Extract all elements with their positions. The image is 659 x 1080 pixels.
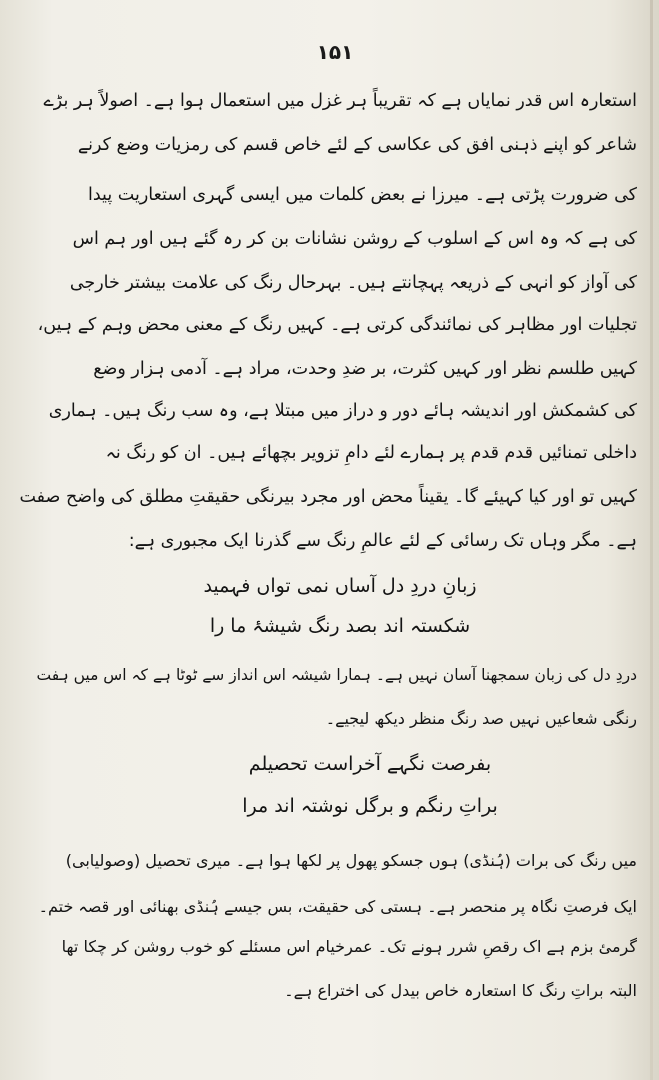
- text-line: دردِ دل کی زبان سمجھنا آسان نہیں ہے۔ ہمارا شیشہ اس انداز سے ٹوٹا ہے کہ اس میں ہفت: [36, 666, 637, 684]
- verse-line: بفرصت نگہے آخراست تحصیلم: [248, 753, 492, 775]
- text-line: شاعر کو اپنے ذہنی افق کی عکاسی کے لئے خاص قسم کی رمزیات وضع کرنے: [77, 135, 637, 155]
- text-line: کی کشمکش اور اندیشہ ہائے دور و دراز میں مبتلا ہے، وہ سب رنگ ہیں۔ ہماری: [48, 401, 637, 421]
- text-line: کی ہے کہ وہ اس کے اسلوب کے روشن نشانات بن کر رہ گئے ہیں اور ہم اس: [72, 229, 637, 249]
- verse-line: براتِ رنگم و برگل نوشتہ اند مرا: [242, 795, 498, 817]
- text-line: ایک فرصتِ نگاہ پر منحصر ہے۔ ہستی کی حقیقت، بس جیسے ہُنڈی بھنائی اور قصہ ختم۔: [38, 897, 637, 916]
- text-line: گرمئ بزم ہے اک رقصِ شرر ہونے تک۔ عمرخیام اس مسئلے کو خوب روشن کر چکا تھا: [61, 937, 637, 956]
- text-line: استعارہ اس قدر نمایاں ہے کہ تقریباً ہر غزل میں استعمال ہوا ہے۔ اصولاً ہر بڑے: [43, 91, 637, 111]
- verse-line: شکستہ اند بصد رنگ شیشۂ ما را: [209, 615, 471, 637]
- text-line: کہیں تو اور کیا کہیئے گا۔ یقیناً محض اور مجرد بیرنگی حقیقتِ مطلق کی واضح صفت: [19, 487, 637, 507]
- text-line: تجلیات اور مظاہر کی نمائندگی کرتی ہے۔ کہیں رنگ کے معنی محض وہم کے ہیں،: [37, 315, 637, 335]
- page-number: ۱۵۱: [316, 40, 354, 64]
- text-line: کی آواز کو انہی کے ذریعہ پہچانتے ہیں۔ بہرحال رنگ کی علامت بیشتر خارجی: [69, 273, 637, 293]
- text-line: رنگی شعاعیں نہیں صد رنگ منظر دیکھ لیجیے۔: [325, 709, 637, 728]
- text-line: کہیں طلسم نظر اور کہیں کثرت، بر ضدِ وحدت، مراد ہے۔ آدمی ہزار وضع: [93, 359, 637, 379]
- text-line: داخلی تمنائیں قدم قدم پر ہمارے لئے دامِ تزویر بچھائے ہیں۔ ان کو رنگ نہ: [105, 443, 637, 463]
- text-line: میں رنگ کی برات (ہُنڈی) ہوں جسکو پھول پر لکھا ہوا ہے۔ میری تحصیل (وصولیابی): [65, 851, 637, 870]
- verse-line: زبانِ دردِ دل آساں نمی تواں فہمید: [203, 575, 477, 597]
- page-edge-shadow: [650, 0, 653, 1080]
- text-line: کی ضرورت پڑتی ہے۔ میرزا نے بعض کلمات میں ایسی گہری استعاریت پیدا: [88, 185, 637, 205]
- text-line: البتہ براتِ رنگ کا استعارہ خاص بیدل کی اختراع ہے۔: [284, 981, 637, 1000]
- text-line: ہے۔ مگر وہاں تک رسائی کے لئے عالمِ رنگ سے گذرنا ایک مجبوری ہے:: [128, 531, 637, 551]
